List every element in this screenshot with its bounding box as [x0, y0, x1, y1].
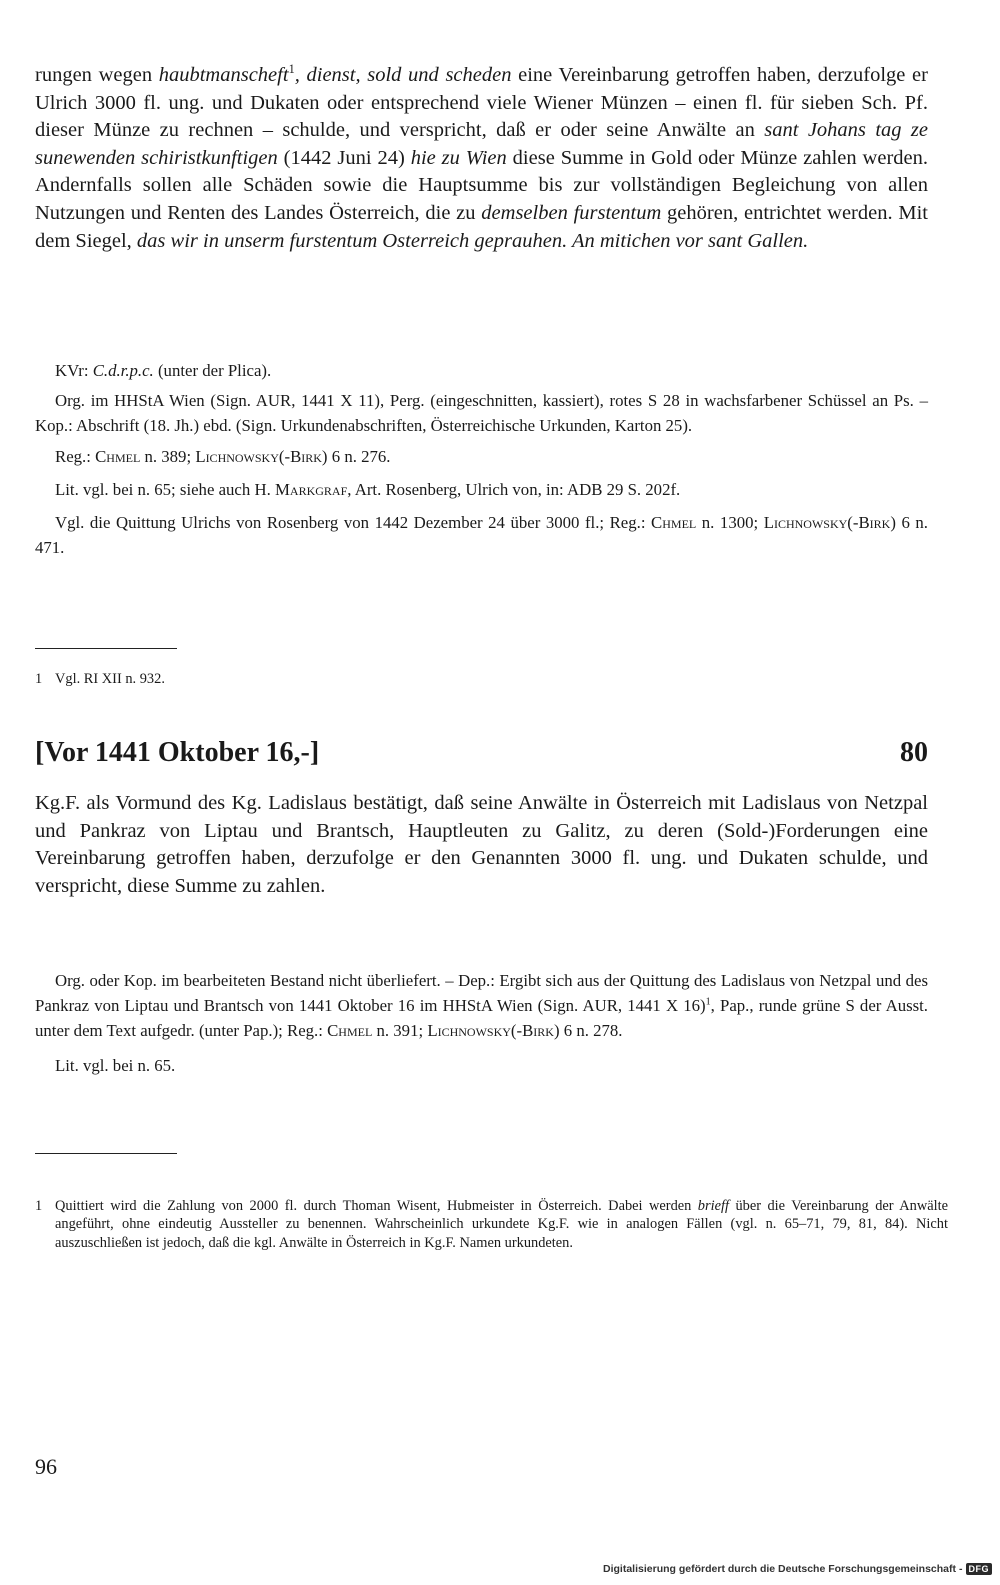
text-run: Lichnowsky(-Birk): [195, 447, 328, 466]
text-run: KVr:: [55, 361, 93, 380]
entry-notes: [35, 968, 928, 1078]
original-source-note: [35, 388, 928, 438]
dfg-logo-icon: DFG: [966, 1563, 993, 1575]
text-run: eine Vereinbarung getroffen haben, derzufolge er Ulrich 3000 fl. ung. und Dukaten oder entsprechend viele Wiener Münzen – einen fl. für sieben Sch. Pf. dieser Münze zu rechnen – schulde, und verspricht, daß er oder seine Anwälte an: [35, 64, 928, 142]
text-run: diese Summe in Gold oder Münze zahlen werden. Andernfalls sollen alle Schäden sowie die Hauptsumme bis zur vollständigen Begleichung von allen Nutzungen und Renten des Landes Österreich, die zu: [35, 146, 929, 224]
page-number: 96: [35, 1454, 57, 1479]
text-run: n. 389;: [140, 447, 196, 466]
text-run: 6 n. 278.: [559, 1021, 623, 1040]
text-run: über die Vereinbarung der Anwälte angeführt, ohne eindeutig Aussteller zu benennen. Wahrscheinlich urkundete Kg.F. wie in analogen Fällen (vgl. n. 65–71, 79, 81, 84). Nicht auszuschließen ist jedoch, daß die kgl. Anwälte in Österreich in Kg.F. Namen urkundeten.: [55, 1197, 948, 1251]
text-run: Vgl. RI XII n. 932.: [55, 671, 165, 687]
text-run: demselben furstentum: [481, 201, 662, 224]
text-run: sant Johans tag ze sunewenden schiristkunftigen: [35, 119, 928, 169]
entry-footnote-marker: 1: [35, 1197, 43, 1214]
entry-heading: [35, 737, 928, 769]
prev-entry-footnote: [35, 670, 948, 689]
entry-footnote-rule: [35, 1153, 177, 1154]
credit-separator: -: [959, 1563, 963, 1575]
text-run: , Pap., runde grüne S der Ausst. unter dem Text aufgedr. (unter Pap.); Reg.:: [35, 996, 929, 1040]
text-run: haubtmanscheft: [158, 64, 289, 86]
text-run: Lit. vgl. bei n. 65.: [55, 1056, 176, 1075]
text-run: Chmel: [327, 1021, 373, 1040]
footnote-text: [55, 671, 165, 687]
tradition-note: [35, 968, 928, 1043]
text-run: Vgl. die Quittung Ulrichs von Rosenberg von 1442 Dezember 24 über 3000 fl.; Reg.:: [55, 513, 652, 532]
entry-footnote-text: [55, 1198, 948, 1251]
entry-date: [Vor 1441 Oktober 16,-]: [35, 737, 320, 768]
text-run: Chmel: [651, 513, 697, 532]
text-run: gehören, entrichtet werden. Mit dem Siegel,: [35, 201, 928, 252]
entry-literature-note: [35, 1053, 928, 1078]
footnote-rule: [35, 648, 177, 649]
entry-footnote: [35, 1197, 948, 1253]
footnote-marker: 1: [35, 671, 43, 687]
text-run: hie zu Wien: [410, 146, 507, 169]
footnote-ref: 1: [288, 62, 295, 77]
text-run: n. 391;: [372, 1021, 428, 1040]
regest-note: [35, 444, 928, 469]
text-run: 6 n. 276.: [327, 447, 391, 466]
literature-note: [35, 477, 928, 502]
kanzleivermerk-note: [35, 358, 928, 383]
text-run: Kg.F. als Vormund des Kg. Ladislaus bestätigt, daß seine Anwälte in Österreich mit Ladislaus von Netzpal und Pankraz von Liptau und Brantsch, Hauptleuten zu Galitz, zu deren (Sold-)Forderungen eine Vereinbarung getroffen haben, derzufolge er den Genannten 3000 fl. ung. und Dukaten schulde, und verspricht, diese Summe zu zahlen.: [35, 792, 928, 897]
text-run: n. 1300;: [696, 513, 764, 532]
credit-text: Digitalisierung gefördert durch die Deutsche Forschungsgemeinschaft: [603, 1563, 956, 1575]
text-run: Reg.:: [55, 447, 96, 466]
text-run: rungen wegen: [35, 64, 159, 86]
dfg-credit: [603, 1563, 992, 1575]
text-run: Chmel: [95, 447, 141, 466]
text-run: (unter der Plica).: [153, 361, 272, 380]
text-run: Lichnowsky(-Birk): [427, 1021, 560, 1040]
text-run: C.d.r.p.c.: [92, 361, 154, 380]
text-run: , Art. Rosenberg, Ulrich von, in: ADB 29 S. 202f.: [347, 480, 681, 499]
text-run: das wir in unserm furstentum Osterreich geprauhen. An mitichen vor sant Gallen.: [136, 229, 809, 252]
text-run: Org. oder Kop. im bearbeiteten Bestand nicht überliefert. – Dep.: Ergibt sich aus der Quittung des Ladislaus von Netzpal und des Pankraz von Liptau und Brantsch von 1441 Oktober 16 im HHStA Wien (Sign. AUR, 1441 X 16): [35, 971, 928, 1015]
text-run: Quittiert wird die Zahlung von 2000 fl. durch Thoman Wisent, Hubmeister in Österreich. Dabei werden: [55, 1197, 698, 1214]
entry-paragraph: [35, 790, 928, 900]
footnote-ref: 1: [705, 996, 711, 1008]
text-run: Org. im HHStA Wien (Sign. AUR, 1441 X 11), Perg. (eingeschnitten, kassiert), rotes S 28 in wachsfarbener Schüssel an Ps. – Kop.: Abschrift (18. Jh.) ebd. (Sign. Urkundenabschriften, Österreichische Urkunden, Karton 25).: [35, 391, 928, 435]
text-run: brieff: [697, 1197, 729, 1214]
text-run: Lichnowsky(-Birk): [763, 513, 896, 532]
text-run: Markgraf: [274, 480, 348, 499]
comparison-note: [35, 510, 928, 560]
text-run: (1442 Juni 24): [277, 146, 411, 169]
prev-entry-paragraph: [35, 62, 928, 255]
entry-number: 80: [900, 737, 928, 768]
text-run: , dienst, sold und scheden: [294, 64, 512, 86]
prev-entry-notes: [35, 358, 928, 560]
text-run: Lit. vgl. bei n. 65; siehe auch H.: [55, 480, 275, 499]
text-run: 6 n. 471.: [35, 513, 928, 557]
